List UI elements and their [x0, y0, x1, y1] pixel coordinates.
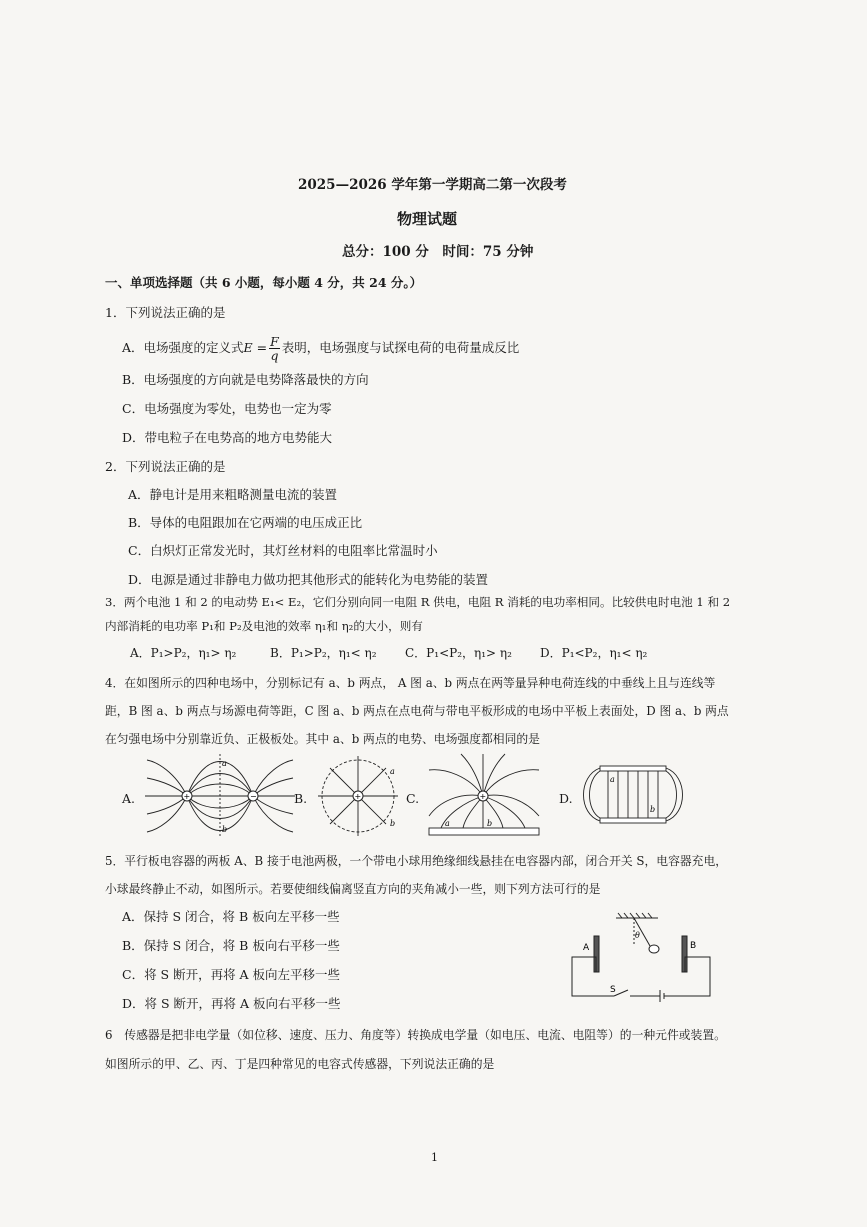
q2-option-b: B．导体的电阻跟加在它两端的电压成正比: [128, 515, 363, 530]
q6-line2: 如图所示的甲、乙、丙、丁是四种常见的电容式传感器，下列说法正确的是: [105, 1057, 495, 1071]
q4-fig-b-point-a: a: [390, 767, 395, 776]
q1-formula-lhs: E =: [243, 340, 268, 355]
q4-line2: 距，B 图 a、b 两点与场源电荷等距，C 图 a、b 两点在点电荷与带电平板形成的电场中平板上表面处，D 图 a、b 两点: [105, 704, 729, 718]
q4-figure-a-dipole: [145, 752, 295, 840]
q5-line1: 5．平行板电容器的两板 A、B 接于电池两极，一个带电小球用绝缘细线悬挂在电容器内部，闭合开关 S，电容器充电，: [105, 854, 728, 868]
q2-option-d: D．电源是通过非静电力做功把其他形式的能转化为电势能的装置: [128, 572, 489, 587]
q4-fig-d-point-b: b: [650, 805, 656, 814]
q4-fig-label-b: B.: [294, 791, 308, 806]
q4-fig-d-point-a: a: [610, 775, 615, 784]
q3-option-a: A．P₁>P₂，η₁> η₂: [130, 646, 237, 660]
q4-figure-d-parallel-plates: [578, 752, 688, 840]
q4-fig-label-c: C.: [406, 791, 420, 806]
q4-fig-a-point-b: b: [222, 825, 228, 834]
q4-fig-b-plus-sign: +: [354, 792, 362, 801]
q4-fig-label-a: A.: [122, 791, 136, 806]
page-number: 1: [431, 1151, 438, 1164]
q3-option-d: D．P₁<P₂，η₁< η₂: [540, 646, 648, 660]
q5-option-d: D．将 S 断开，再将 A 板向右平移一些: [122, 996, 341, 1011]
q3-option-c: C．P₁<P₂，η₁> η₂: [405, 646, 512, 660]
q1-option-a: [122, 330, 519, 366]
q5-option-b: B．保持 S 闭合，将 B 板向右平移一些: [122, 938, 340, 953]
q5-fig-theta-label: θ: [635, 931, 640, 940]
q1-formula-num: F: [270, 334, 279, 349]
q4-line3: 在匀强电场中分别靠近负、正极板处。其中 a、b 两点的电势、电场强度都相同的是: [105, 732, 540, 746]
q5-line2: 小球最终静止不动，如图所示。若要使细线偏离竖直方向的夹角减小一些，则下列方法可行的是: [105, 882, 601, 896]
q4-figure-c-charge-plate: [425, 752, 543, 840]
q1-formula-fraction: [269, 335, 280, 362]
q4-fig-a-minus-sign: −: [250, 792, 257, 801]
exam-title: 2025—2026 学年第一学期高二第一次段考: [298, 177, 567, 193]
q4-fig-c-point-b: b: [487, 819, 493, 828]
q1-stem: 1．下列说法正确的是: [105, 305, 226, 320]
q2-stem: 2．下列说法正确的是: [105, 459, 226, 474]
q4-fig-b-point-b: b: [390, 819, 396, 828]
q2-option-c: C．白炽灯正常发光时，其灯丝材料的电阻率比常温时小: [128, 543, 438, 558]
q1-option-d: D．带电粒子在电势高的地方电势能大: [122, 430, 333, 445]
q4-fig-a-plus-sign: +: [183, 792, 191, 801]
q4-fig-a-point-a: a: [222, 759, 227, 768]
q4-fig-c-point-a: a: [445, 819, 450, 828]
q1-formula-den: q: [270, 348, 279, 363]
exam-meta: 总分：100 分 时间：75 分钟: [342, 244, 534, 260]
q5-fig-plate-a-label: A: [583, 943, 590, 953]
q5-fig-switch-label: S: [610, 985, 616, 995]
q4-line1: 4．在如图所示的四种电场中，分别标记有 a、b 两点， A 图 a、b 两点在两等量异种电荷连线的中垂线上且与连线等: [105, 676, 716, 690]
q5-capacitor-circuit-figure: [568, 912, 718, 1002]
q1-option-b: B．电场强度的方向就是电势降落最快的方向: [122, 372, 369, 387]
q3-option-b: B．P₁>P₂，η₁< η₂: [270, 646, 377, 660]
q6-line1: 6 传感器是把非电学量（如位移、速度、压力、角度等）转换成电学量（如电压、电流、电阻等）的一种元件或装置。: [105, 1028, 726, 1042]
q4-fig-label-d: D.: [559, 791, 573, 806]
q5-option-a: A．保持 S 闭合，将 B 板向左平移一些: [122, 909, 340, 924]
q4-fig-c-plus-sign: +: [479, 792, 487, 801]
q4-figure-b-point-charge: [316, 752, 400, 840]
q3-line2: 内部消耗的电功率 P₁和 P₂及电池的效率 η₁和 η₂的大小，则有: [105, 619, 423, 633]
q3-line1: 3．两个电池 1 和 2 的电动势 E₁< E₂，它们分别向同一电阻 R 供电，电阻 R 消耗的电功率相同。比较供电时电池 1 和 2: [105, 595, 731, 609]
section-heading: 一、单项选择题（共 6 小题，每小题 4 分，共 24 分。）: [105, 275, 423, 290]
q1-option-c: C．电场强度为零处，电势也一定为零: [122, 401, 332, 416]
q5-option-c: C．将 S 断开，再将 A 板向左平移一些: [122, 967, 341, 982]
subject-title: 物理试题: [397, 210, 458, 228]
q5-fig-plate-b-label: B: [690, 941, 697, 951]
q2-option-a: A．静电计是用来粗略测量电流的装置: [128, 487, 338, 502]
q1-option-a-pre: A．电场强度的定义式: [122, 340, 244, 355]
q1-option-a-post: 表明，电场强度与试探电荷的电荷量成反比: [281, 340, 520, 355]
